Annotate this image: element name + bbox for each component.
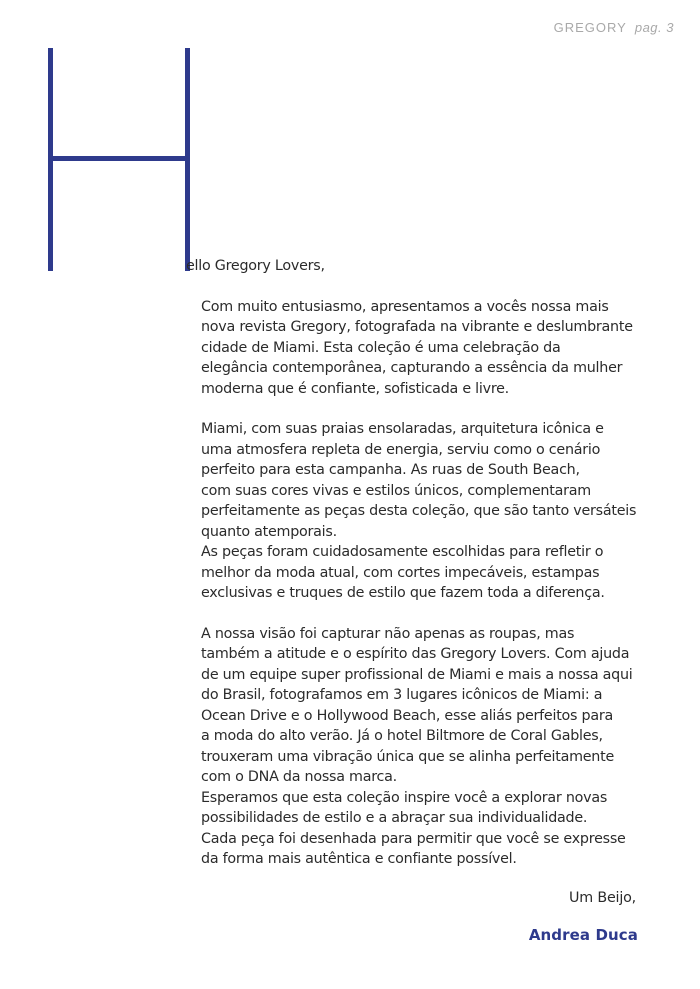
closing-text: Um Beijo, (569, 890, 636, 906)
text-line: a moda do alto verão. Já o hotel Biltmore de Coral Gables, (201, 728, 603, 744)
paragraph-1 (201, 297, 661, 400)
text-line: As peças foram cuidadosamente escolhidas para refletir o (201, 544, 604, 560)
text-line: Ocean Drive e o Hollywood Beach, esse aliás perfeitos para (201, 707, 614, 724)
page-number: pag. 3 (634, 20, 674, 35)
paragraph-3 (201, 624, 661, 870)
text-line: Com muito entusiasmo, apresentamos a vocês nossa mais (201, 298, 609, 315)
text-line: A nossa visão foi capturar não apenas as roupas, mas (201, 625, 575, 642)
paragraph-2 (201, 419, 661, 604)
header-brand: GREGORY (553, 20, 627, 35)
text-line: quanto atemporais. (201, 523, 337, 540)
text-line: possibilidades de estilo e a abraçar sua individualidade. (201, 810, 588, 826)
text-line: com o DNA da nossa marca. (201, 769, 397, 785)
text-line: com suas cores vivas e estilos únicos, complementaram (201, 482, 591, 499)
text-line: da forma mais autêntica e confiante possível. (201, 851, 517, 867)
letter-body (186, 256, 661, 890)
text-line: uma atmosfera repleta de energia, serviu como o cenário (201, 441, 601, 458)
text-line: cidade de Miami. Esta coleção é uma celebração da (201, 339, 561, 356)
text-line: perfeito para esta campanha. As ruas de South Beach, (201, 462, 580, 478)
text-line: moderna que é confiante, sofisticada e livre. (201, 380, 509, 397)
greeting-text: ello Gregory Lovers, (186, 258, 325, 274)
greeting (186, 256, 661, 277)
text-line: Cada peça foi desenhada para permitir que você se expresse (201, 830, 626, 847)
text-line: melhor da moda atual, com cortes impecáveis, estampas (201, 564, 600, 581)
text-line: do Brasil, fotografamos em 3 lugares icônicos de Miami: a (201, 687, 603, 703)
text-line: também a atitude e o espírito das Gregory Lovers. Com ajuda (201, 646, 630, 662)
text-line: elegância contemporânea, capturando a essência da mulher (201, 360, 623, 376)
page-header (554, 20, 674, 35)
text-line: de um equipe super profissional de Miami e mais a nossa aqui (201, 666, 633, 683)
text-line: nova revista Gregory, fotografada na vibrante e deslumbrante (201, 319, 633, 335)
text-line: trouxeram uma vibração única que se alinha perfeitamente (201, 748, 615, 765)
signature: Andrea Duca (528, 926, 638, 944)
text-line: exclusivas e truques de estilo que fazem toda a diferença. (201, 585, 605, 601)
text-line: perfeitamente as peças desta coleção, que são tanto versáteis (201, 503, 637, 519)
text-line: Miami, com suas praias ensolaradas, arquitetura icônica e (201, 421, 604, 437)
text-line: Esperamos que esta coleção inspire você a explorar novas (201, 789, 608, 806)
dropcap-letter-h (48, 48, 190, 271)
